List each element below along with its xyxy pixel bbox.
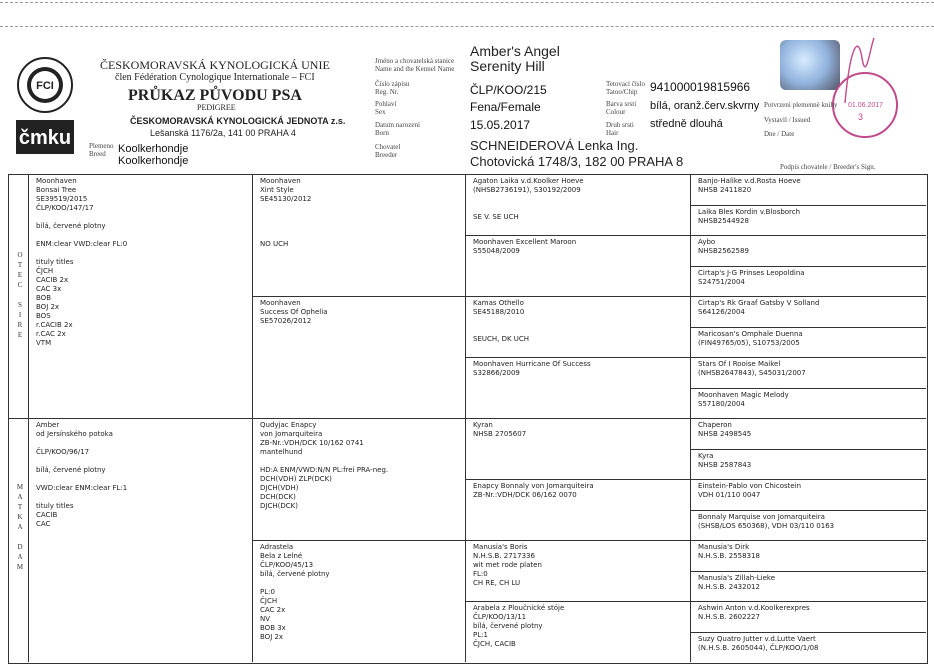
dog-breeder-name: SCHNEIDEROVÁ Lenka Ing. [470,138,639,153]
label-kennel: Jméno a chovatelská stanice Name and the Kennel Name [375,57,455,73]
label-sex: Pohlaví Sex [375,100,397,116]
sire-cell: Moonhaven Bonsai Tree SE39519/2015 ČLP/KOO/147/17 bílá, červené plotny ENM:clear VWD:clear FL:0 tituly titles ČJCH CACIB 2x CAC 3x BOB BOJ 2x BOS r.CACIB 2x r.CAC 2x VTM [36,177,128,347]
table-hline [690,479,926,480]
great-grandparent-cell: Moonhaven Hurricane Of Success S32866/2009 [473,360,591,377]
gg-grandparent-cell: Aybo NHSB2562589 [698,238,749,255]
table-hline [690,571,926,572]
dog-colour: bílá, oranž.červ.skvrny [650,100,760,112]
sire-side-label: O T E C S I R E [17,251,23,339]
dog-breeder-address: Chotovická 1748/3, 182 00 PRAHA 8 [470,154,684,169]
dog-chip: 941000019815966 [650,80,751,94]
org-logo [14,56,76,158]
gg-grandparent-cell: Cirtap's J-G Prinses Leopoldina S24751/2004 [698,268,805,286]
official-stamp: 3 01.06.2017 [832,72,898,138]
label-confirm: Potvrzení plemenné knihy [764,101,838,109]
label-date: Dne / Date [764,130,795,138]
table-hline [690,266,926,267]
table-hline [690,357,926,358]
gg-grandparent-cell: Suzy Quatro Jutter v.d.Lutte Vaert (N.H.S.B. 2605044), ČLP/KOO/1/08 [698,634,819,652]
gg-grandparent-cell: Maricosan's Omphale Duenna (FIN49765/05), S10753/2005 [698,329,803,347]
great-grandparent-cell: Moonhaven Excellent Maroon S55048/2009 [473,238,577,255]
dog-reg: ČLP/KOO/215 [470,83,547,97]
grandparent-cell: Adrastela Bela z Lelné ČLP/KOO/45/13 bílá, červené plotny PL:0 ČJCH CAC 2x NV BOB 3x BOJ 2x [260,543,330,641]
gg-grandparent-cell: Einstein-Pablo von Chicostein VDH 01/110 0047 [698,482,802,499]
table-hline [690,510,926,511]
perforation-top [0,2,934,9]
signature-mark [840,28,880,108]
perforation-line [0,26,934,33]
great-grandparent-cell: Arabela z Ploučnické stóje ČLP/KOO/13/11 bílá, červené plotny PL:1 ČJCH, CACIB [473,604,565,648]
label-issued: Vystavil / Issued [764,116,811,124]
table-hline [690,296,926,297]
table-hline [690,235,926,236]
document-subtitle: PEDIGREE [197,103,236,112]
svg-text:čmku: čmku [18,127,72,149]
label-colour: Barva srsti Colour [606,100,637,116]
dog-dob: 15.05.2017 [470,118,531,132]
label-signature: Podpis chovatele / Breeder's Sign. [780,163,876,171]
table-hline [690,540,926,541]
document-title: PRŮKAZ PŮVODU PSA [128,87,302,104]
gg-grandparent-cell: Banjo-Halike v.d.Rosta Hoeve NHSB 2411820 [698,177,801,194]
grandparent-cell: Moonhaven Success Of Ophelia SE57026/2012 [260,299,328,325]
table-hline [690,388,926,389]
breed-label: Plemeno Breed [89,142,114,158]
table-hline [690,601,926,602]
club-address: Lešanská 1176/2a, 141 00 PRAHA 4 [150,128,296,138]
org-line1: ČESKOMORAVSKÁ KYNOLOGICKÁ UNIE [100,58,330,72]
great-grandparent-cell: Agaton Laika v.d.Koolker Hoeve (NHSB2736191), S30192/2009 SE V. SE UCH [473,177,584,221]
gg-grandparent-cell: Kyra NHSB 2587843 [698,451,752,469]
great-grandparent-cell: Kamas Othello SE45188/2010 SEUCH, DK UCH [473,299,530,343]
table-hline [690,632,926,633]
label-hair: Druh srsti Hair [606,121,634,137]
gg-grandparent-cell: Stars Of I Rooise Maikel (NHSB2647843), S45031/2007 [698,360,806,377]
label-breeder: Chovatel Breeder [375,143,401,159]
table-hline [690,205,926,206]
dog-hair: středně dlouhá [650,118,723,130]
great-grandparent-cell: Manusia's Boris N.H.S.B. 2717336 wit met rode platen FL:0 CH RE, CH LU [473,543,542,587]
gg-grandparent-cell: Chaperon NHSB 2498545 [698,421,752,438]
table-hline [690,327,926,328]
dog-sex: Fena/Female [470,100,541,114]
great-grandparent-cell: Kyran NHSB 2705607 [473,421,527,438]
gg-grandparent-cell: Laika Bles Kordin v.Blosborch NHSB2544928 [698,207,801,225]
club-name: ČESKOMORAVSKÁ KYNOLOGICKÁ JEDNOTA z.s. [130,116,346,126]
dog-name-1: Amber's Angel [470,43,560,59]
dam-cell: Amber od Jersínského potoka ČLP/KOO/96/17 bílá, červené plotny VWD:clear ENM:clear FL:1 tituly titles CACIB CAC [36,421,128,528]
hologram-seal [780,40,840,90]
dog-name-2: Serenity Hill [470,58,545,74]
label-dob: Datum narození Born [375,121,420,137]
grandparent-cell: Moonhaven Xint Style SE45130/2012 NO UCH [260,177,312,248]
table-hline [690,449,926,450]
gg-grandparent-cell: Ashwin Anton v.d.Koolkerexpres N.H.S.B. 2602227 [698,604,810,621]
great-grandparent-cell: Enapcy Bonnaly von Jomarquiteira ZB-Nr.:VDH/DCK 06/162 0070 [473,482,594,499]
gg-grandparent-cell: Manusia's Dirk N.H.S.B. 2558318 [698,543,760,560]
logo-text: FCI [36,80,54,92]
org-line2: člen Fédération Cynologique Internationale – FCI [115,72,315,83]
grandparent-cell: Qudyjac Enapcy von Jomarquiteira ZB-Nr.:VDH/DCK 10/162 0741 mantelhund HD:A ENM/VWD:N/N PL:frei PRA-neg. DCH(VDH) ZLP(DCK) DJCH(VDH) DCH(DCK) DJCH(DCK) [260,421,389,510]
gg-grandparent-cell: Cirtap's Rk Graaf Gatsby V Solland S64126/2004 [698,299,820,316]
table-hline [690,418,926,419]
label-tattoo: Tetovací číslo Tatoo/Chip [606,80,645,96]
gg-grandparent-cell: Bonnaly Marquise von Jomarquiteira (SHSB/LOS 650368), VDH 03/110 0163 [698,512,835,530]
dam-side-label: M A T K A D A M [16,483,24,571]
breed-value: Koolkerhondje Koolkerhondje [118,143,189,167]
gg-grandparent-cell: Moonhaven Magic Melody S57180/2004 [698,390,789,408]
label-reg: Číslo zápisu Reg. Nr. [375,80,410,96]
gg-grandparent-cell: Manusia's Zillah-Lieke N.H.S.B. 2432012 [698,573,776,591]
